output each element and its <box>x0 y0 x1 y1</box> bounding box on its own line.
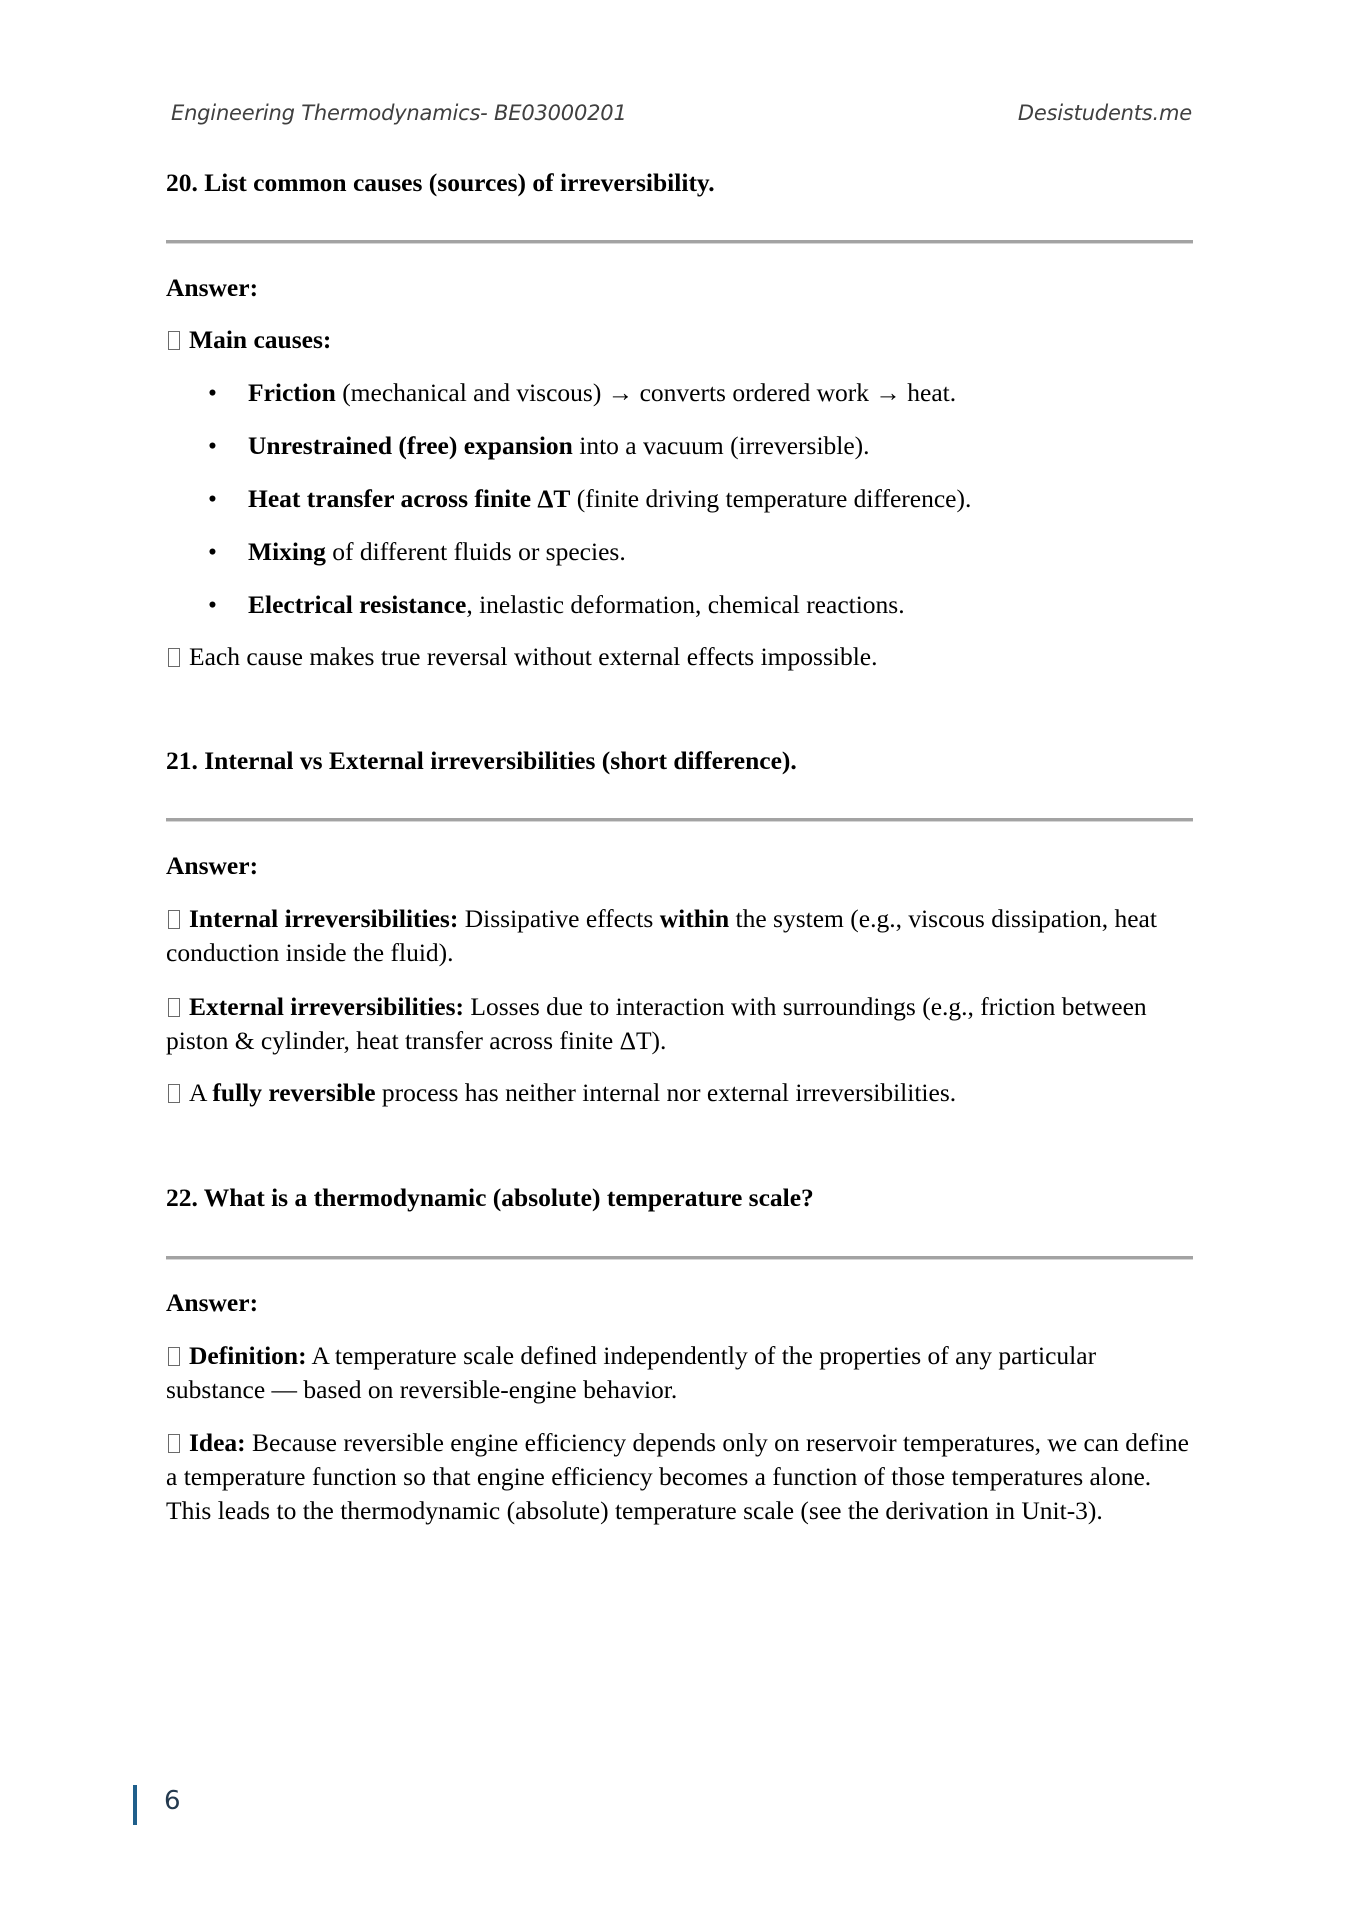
missing-glyph-box-icon <box>168 998 180 1017</box>
main-causes-intro <box>166 323 1196 357</box>
bullet-dot-icon: • <box>208 484 217 513</box>
closing-note-text: Each cause makes true reversal without external effects impossible. <box>189 642 878 671</box>
missing-glyph-box-icon <box>168 331 180 350</box>
point-emphasis: fully reversible <box>212 1078 376 1107</box>
list-item-text: (mechanical and viscous) → converts ordered work → heat. <box>335 378 957 407</box>
answer-label: Answer: <box>166 1288 259 1317</box>
point-text: Because reversible engine efficiency depends only on reservoir temperatures, we can define a temperature function so that engine efficiency becomes a function of those temperatures alone. This leads to the thermodynamic (absolute) temperature scale (see the derivation in Unit-3). <box>166 1428 1189 1525</box>
bullet-dot-icon: • <box>208 537 217 566</box>
point-text: Losses due to interaction with surroundings (e.g., friction between piston & cylinder, heat transfer across finite ΔT). <box>166 992 1147 1055</box>
answer-label: Answer: <box>166 273 259 302</box>
bullet-dot-icon: • <box>208 431 217 460</box>
point-emphasis: within <box>659 904 730 933</box>
list-item-text: of different fluids or species. <box>325 537 626 566</box>
missing-glyph-box-icon <box>168 648 180 667</box>
answer-label: Answer: <box>166 851 259 880</box>
answer-point-definition <box>166 1339 1196 1407</box>
list-item-bold: Friction <box>248 378 336 407</box>
list-item-text: (finite driving temperature difference). <box>570 484 972 513</box>
page-number-accent-bar <box>133 1785 137 1825</box>
point-text: A <box>189 1078 213 1107</box>
closing-note <box>166 640 1196 674</box>
list-item-text: into a vacuum (irreversible). <box>572 431 870 460</box>
point-text: the system (e.g., viscous dissipation, heat conduction inside the fluid). <box>166 904 1157 967</box>
point-label: Definition: <box>189 1341 307 1370</box>
point-label: Internal irreversibilities: <box>189 904 459 933</box>
running-header-site: Desistudents.me <box>1017 101 1192 125</box>
main-causes-label: Main causes: <box>189 325 332 354</box>
list-item-bold: Unrestrained (free) expansion <box>248 431 573 460</box>
point-text: process has neither internal nor external irreversibilities. <box>375 1078 957 1107</box>
point-label: External irreversibilities: <box>189 992 464 1021</box>
divider-rule <box>166 240 1193 243</box>
missing-glyph-box-icon <box>168 910 180 929</box>
running-header-title: Engineering Thermodynamics- BE03000201 <box>171 101 627 125</box>
list-item-bold: Mixing <box>248 537 326 566</box>
page-number: 6 <box>164 1786 181 1816</box>
bullet-dot-icon: • <box>208 378 217 407</box>
list-item-bold: Heat transfer across finite ΔT <box>248 484 571 513</box>
point-text: A temperature scale defined independently of the properties of any particular substance — based on reversible-engine behavior. <box>166 1341 1097 1404</box>
missing-glyph-box-icon <box>168 1434 180 1453</box>
divider-rule <box>166 818 1193 821</box>
question-21-heading: 21. Internal vs External irreversibilities (short difference). <box>166 746 797 775</box>
answer-point-external <box>166 990 1196 1058</box>
list-item-bold: Electrical resistance <box>248 590 467 619</box>
answer-point-fully-reversible <box>166 1076 1196 1110</box>
question-22-heading: 22. What is a thermodynamic (absolute) temperature scale? <box>166 1183 814 1212</box>
missing-glyph-box-icon <box>168 1084 180 1103</box>
question-20-heading: 20. List common causes (sources) of irreversibility. <box>166 168 715 197</box>
missing-glyph-box-icon <box>168 1347 180 1366</box>
answer-point-internal <box>166 902 1196 970</box>
point-label: Idea: <box>189 1428 246 1457</box>
answer-point-idea <box>166 1426 1196 1528</box>
list-item-text: , inelastic deformation, chemical reactions. <box>466 590 905 619</box>
bullet-dot-icon: • <box>208 590 217 619</box>
divider-rule <box>166 1256 1193 1259</box>
point-text: Dissipative effects <box>458 904 660 933</box>
